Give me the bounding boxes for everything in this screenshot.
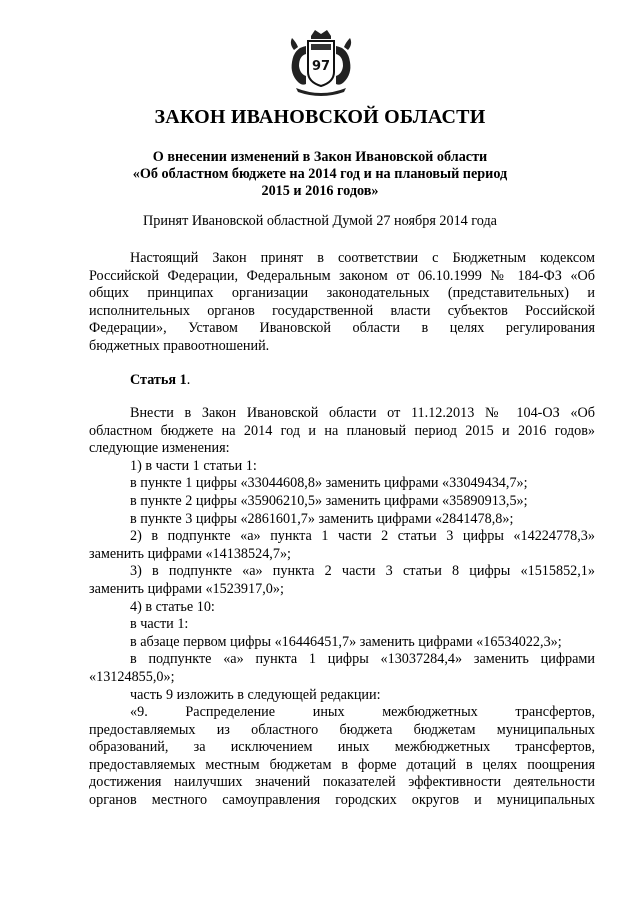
text-line: 3) в подпункте «а» пункта 2 части 3 статьи 8 цифры «1515852,1»	[130, 563, 595, 580]
coat-of-arms-icon	[286, 28, 356, 100]
text-line: в части 1:	[130, 616, 189, 633]
text-line: общих принципах организации законодательных (представительных) и	[89, 285, 595, 302]
text-line: образований, за исключением иных межбюджетных трансфертов,	[89, 739, 595, 756]
article-body	[89, 405, 595, 810]
text-line: бюджетных правоотношений.	[89, 337, 270, 354]
article-dot: .	[186, 372, 191, 388]
subtitle-line: «Об областном бюджете на 2014 год и на плановый период	[132, 166, 508, 182]
text-line: заменить цифрами «14138524,7»;	[89, 545, 291, 562]
text-line: в пункте 3 цифры «2861601,7» заменить цифрами «2841478,8»;	[130, 510, 514, 527]
law-subtitle	[120, 149, 520, 200]
subtitle-line: О внесении изменений в Закон Ивановской области	[152, 149, 488, 165]
text-line: в подпункте «а» пункта 1 цифры «13037284,4» заменить цифрами	[130, 651, 595, 668]
text-line: в пункте 1 цифры «33044608,8» заменить цифрами «33049434,7»;	[130, 475, 528, 492]
text-line: 1) в части 1 статьи 1:	[130, 457, 257, 474]
text-line: Настоящий Закон принят в соответствии с Бюджетным кодексом	[130, 250, 595, 266]
text-line: следующие изменения:	[89, 440, 230, 457]
text-line: заменить цифрами «1523917,0»;	[89, 580, 284, 597]
text-line: областном бюджете на 2014 год и на плановый период 2015 и 2016 годов»	[89, 422, 595, 439]
article-heading	[130, 372, 190, 389]
text-line: предоставляемых местным бюджетам в форме дотаций в целях поощрения	[89, 756, 595, 773]
text-line: 2) в подпункте «а» пункта 1 части 2 статьи 3 цифры «14224778,3»	[130, 528, 595, 545]
article-label: Статья 1	[130, 372, 187, 388]
text-line: исполнительных органов государственной власти субъектов Российской	[89, 302, 595, 319]
emblem-text: 97	[311, 59, 331, 74]
text-line: Федерации», Уставом Ивановской области в целях регулирования	[89, 320, 595, 337]
text-line: в пункте 2 цифры «35906210,5» заменить цифрами «35890913,5»;	[130, 492, 528, 509]
text-line: предоставляемых из областного бюджета бюджетам муниципальных	[89, 721, 595, 738]
intro-paragraph	[89, 250, 595, 356]
text-line: часть 9 изложить в следующей редакции:	[130, 686, 381, 703]
text-line: «13124855,0»;	[89, 668, 175, 685]
text-line: 4) в статье 10:	[130, 598, 215, 615]
subtitle-line: 2015 и 2016 годов»	[261, 183, 379, 199]
text-line: Внести в Закон Ивановской области от 11.12.2013 № 104-ОЗ «Об	[130, 405, 595, 421]
text-line: в абзаце первом цифры «16446451,7» заменить цифрами «16534022,3»;	[130, 633, 562, 650]
text-line: органов местного самоуправления городских округов и муниципальных	[89, 792, 595, 809]
text-line: Российской Федерации, Федеральным законом от 06.10.1999 № 184-ФЗ «Об	[89, 267, 595, 284]
text-line: «9. Распределение иных межбюджетных трансфертов,	[130, 704, 595, 721]
law-title: ЗАКОН ИВАНОВСКОЙ ОБЛАСТИ	[154, 106, 486, 128]
adoption-statement: Принят Ивановской областной Думой 27 ноября 2014 года	[143, 213, 497, 229]
text-line: достижения наилучших значений показателей эффективности деятельности	[89, 774, 595, 791]
